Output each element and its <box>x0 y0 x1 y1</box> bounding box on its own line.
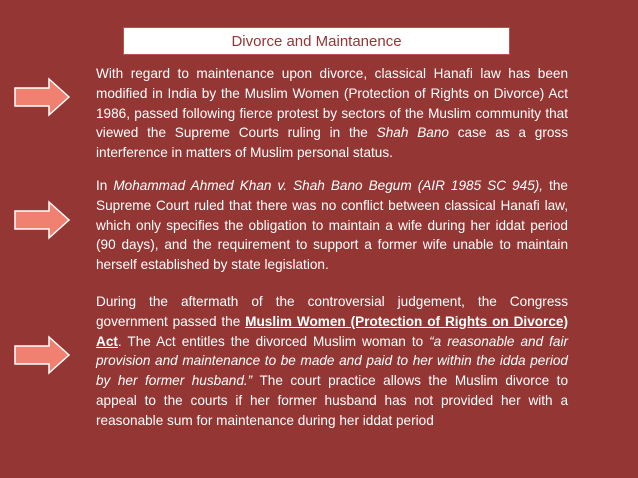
paragraph-text: the Supreme Court ruled that there was no conflict between classical Hanafi law, which only specifies the obligation to maintain a wife during her iddat period (90 days), and the requirement to support a former wife unable to maintain herself established by state legislation. <box>96 178 568 273</box>
paragraph-text: During the aftermath of the controversial judgement, the Congress government passed the <box>96 294 568 329</box>
case-name: Shah Bano <box>376 125 449 141</box>
paragraph-text: In <box>96 178 114 193</box>
paragraph-text: The court practice allows the Muslim divorce to appeal to the courts if her former husband has not provided her with a reasonable sum for maintenance during her iddat period <box>96 373 568 428</box>
slide-title-text: Divorce and Maintanence <box>231 32 402 50</box>
paragraph-aftermath <box>96 292 568 431</box>
paragraph-text: case as a gross interference in matters of Muslim personal status. <box>96 125 569 161</box>
paragraph-text: . The Act entitles the divorced Muslim woman to <box>117 333 430 349</box>
act-quote: “a reasonable and fair provision and maintenance to be made and paid to her within the idda period by her former husband.” <box>96 333 569 389</box>
slide-title <box>123 27 510 55</box>
paragraph-hanafi-law <box>96 64 568 163</box>
right-arrow-icon <box>13 200 71 240</box>
act-name: Muslim Women (Protection of Rights on Divorce) Act <box>96 313 568 349</box>
paragraph-supreme-court <box>96 176 568 275</box>
right-arrow-icon <box>13 77 71 117</box>
case-citation: Mohammad Ahmed Khan v. Shah Bano Begum (AIR 1985 SC 945), <box>113 178 544 193</box>
right-arrow-icon <box>13 335 71 375</box>
paragraph-text: With regard to maintenance upon divorce, classical Hanafi law has been modified in India by the Muslim Women (Protection of Rights on Divorce) Act 1986, passed following fierce protest by sectors of the Muslim community that viewed the Supreme Courts ruling in the <box>96 66 568 141</box>
